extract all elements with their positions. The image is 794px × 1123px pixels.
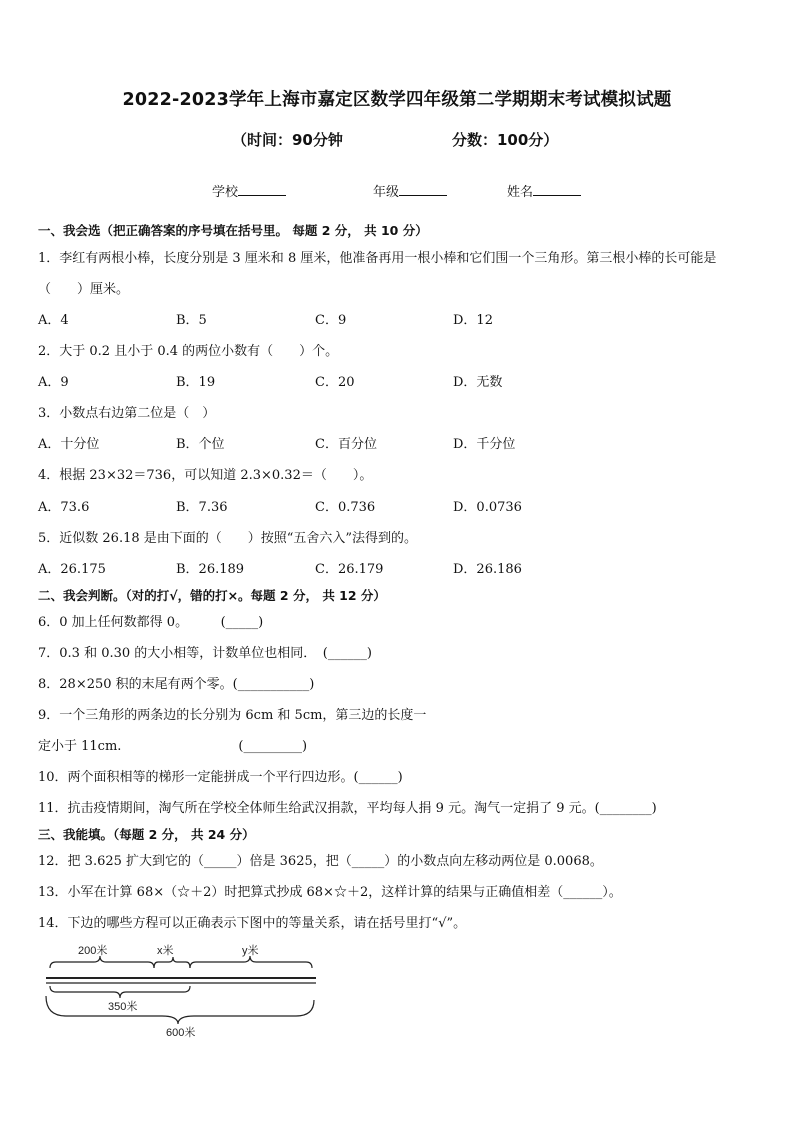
q5-option-d: D．26.186 <box>453 562 522 577</box>
q3-option-a: A．十分位 <box>38 437 100 452</box>
question-6-text: 6．0 加上任何数都得 0。 (_____) <box>38 615 264 630</box>
school-label: 学校 <box>212 185 239 200</box>
brace-200 <box>50 956 154 968</box>
q4-option-c: C．0.736 <box>315 500 376 515</box>
q2-option-d: D．无数 <box>453 375 503 390</box>
q5-option-a: A．26.175 <box>38 562 106 577</box>
q2-option-c: C．20 <box>315 375 355 390</box>
q4-option-b: B．7.36 <box>176 500 228 515</box>
brace-y <box>190 956 312 968</box>
section-2-heading: 二、我会判断。（对的打√，错的打×。每题 2 分， 共 12 分） <box>38 588 386 603</box>
question-10-text: 10．两个面积相等的梯形一定能拼成一个平行四边形。(______) <box>38 770 403 785</box>
q5-option-b: B．26.189 <box>176 562 245 577</box>
q3-option-d: D．千分位 <box>453 437 516 452</box>
school-field[interactable] <box>212 181 286 200</box>
question-8-text: 8．28×250 积的末尾有两个零。(___________) <box>38 677 315 692</box>
question-7-text: 7．0.3 和 0.30 的大小相等，计数单位也相同． (______) <box>38 646 372 661</box>
section-1-heading: 一、我会选（把正确答案的序号填在括号里。 每题 2 分， 共 10 分） <box>38 223 428 238</box>
q4-option-a: A．73.6 <box>38 500 90 515</box>
question-12-text: 12．把 3.625 扩大到它的（_____）倍是 3625，把（_____）的小数点向左移动两位是 0.0068。 <box>38 854 603 869</box>
question-9-text: 9．一个三角形的两条边的长分别为 6cm 和 5cm，第三边的长度一 <box>38 708 427 723</box>
brace-x <box>154 957 190 968</box>
brace-600 <box>46 996 314 1024</box>
question-1-text-cont: （ ）厘米。 <box>38 282 130 297</box>
grade-field[interactable] <box>373 181 447 200</box>
question-11-text: 11．抗击疫情期间，淘气所在学校全体师生给武汉捐款，平均每人捐 9 元。淘气一定捐了 9 元。(________) <box>38 801 657 816</box>
question-3-text: 3．小数点右边第二位是（ ） <box>38 406 216 421</box>
label-600: 600米 <box>166 1027 196 1039</box>
q2-option-b: B．19 <box>176 375 216 390</box>
q1-option-c: C．9 <box>315 313 347 328</box>
total-score: 分数：100分） <box>452 131 559 149</box>
label-x: x米 <box>157 945 174 957</box>
exam-title: 2022-2023学年上海市嘉定区数学四年级第二学期期末考试模拟试题 <box>122 90 672 110</box>
time-limit: （时间：90分钟 <box>232 131 343 149</box>
name-field[interactable] <box>507 181 581 200</box>
label-200: 200米 <box>78 945 108 957</box>
question-9-text-cont: 定小于 11cm. (_________) <box>38 739 308 754</box>
question-13-text: 13．小军在计算 68×（☆＋2）时把算式抄成 68×☆＋2，这样计算的结果与正确值相差（______）。 <box>38 885 622 900</box>
question-14-text: 14．下边的哪些方程可以正确表示下图中的等量关系，请在括号里打“√”。 <box>38 916 467 931</box>
q4-option-d: D．0.0736 <box>453 500 522 515</box>
question-1-text: 1．李红有两根小棒，长度分别是 3 厘米和 8 厘米，他准备再用一根小棒和它们围一个三角形。第三根小棒的长可能是 <box>38 251 717 266</box>
question-5-text: 5．近似数 26.18 是由下面的（ ）按照“五舍六入”法得到的。 <box>38 531 418 546</box>
section-3-heading: 三、我能填。（每题 2 分， 共 24 分） <box>38 827 255 842</box>
name-label: 姓名 <box>507 185 534 200</box>
q3-option-b: B．个位 <box>176 437 225 452</box>
q1-option-a: A．4 <box>38 313 69 328</box>
q2-option-a: A．9 <box>38 375 69 390</box>
question-4-text: 4．根据 23×32＝736，可以知道 2.3×0.32＝（ ）。 <box>38 468 373 483</box>
brace-350 <box>50 986 190 998</box>
question-2-text: 2．大于 0.2 且小于 0.4 的两位小数有（ ）个。 <box>38 344 339 359</box>
grade-label: 年级 <box>373 185 400 200</box>
q1-option-d: D．12 <box>453 313 493 328</box>
segment-diagram <box>38 940 328 1040</box>
label-y: y米 <box>242 945 259 957</box>
q1-option-b: B．5 <box>176 313 207 328</box>
q3-option-c: C．百分位 <box>315 437 377 452</box>
q5-option-c: C．26.179 <box>315 562 384 577</box>
label-350: 350米 <box>108 1001 138 1013</box>
